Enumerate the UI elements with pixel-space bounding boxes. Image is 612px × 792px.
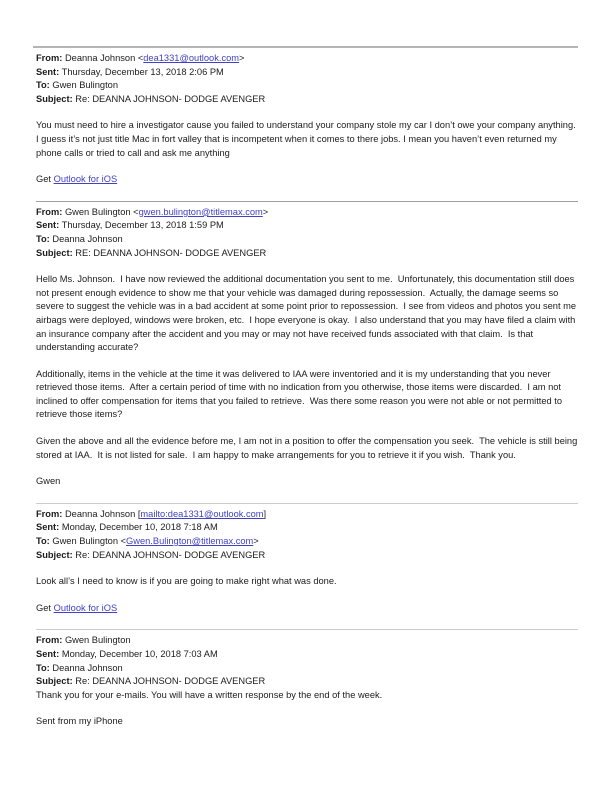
body-paragraph: Additionally, items in the vehicle at the time it was delivered to IAA were inventoried and it is my understanding that you never retrieved those items. After a certain period of time with no indication from you otherwise, those items were discarded. I am not inclined to offer compensation for items that you failed to retrieve. Was there some reason you were not able or not permitted to retrieve those items? [36, 368, 565, 420]
subject-label: Subject: [36, 676, 73, 687]
to-line [36, 535, 578, 549]
subject-line [36, 549, 578, 563]
signature: Gwen [36, 476, 61, 487]
email-header [36, 634, 578, 688]
to-label: To: [36, 536, 50, 547]
to-line [36, 79, 578, 93]
body-paragraph: Look all’s I need to know is if you are going to make right what was done. [36, 576, 337, 587]
sent-label: Sent: [36, 522, 60, 533]
email-message-4 [36, 634, 578, 729]
body-paragraph: Thank you for your e-mails. You will have a written response by the end of the week. [36, 689, 383, 700]
from-line [36, 206, 578, 220]
thread-divider [33, 46, 578, 48]
subject-line [36, 675, 578, 689]
from-name-suffix: > [239, 53, 245, 63]
to-label: To: [36, 662, 50, 673]
subject-line [36, 93, 578, 107]
to-email-link[interactable]: Gwen.Bulington@titlemax.com [126, 536, 254, 547]
sent-line [36, 521, 578, 535]
outlook-footer [36, 602, 578, 616]
to-name: Deanna Johnson [52, 662, 123, 673]
subject-label: Subject: [36, 247, 73, 258]
to-name-suffix: > [253, 536, 259, 547]
from-name-suffix: ] [263, 508, 267, 519]
subject-value: Re: DEANNA JOHNSON- DODGE AVENGER [75, 676, 266, 687]
from-name: Gwen Bulington [64, 635, 131, 646]
sent-label: Sent: [36, 220, 60, 231]
sent-value: Monday, December 10, 2018 7:18 AM [61, 522, 218, 533]
from-mailto-link[interactable]: mailto:dea1331@outlook.com [140, 508, 264, 519]
email-header [36, 206, 578, 260]
thread-divider [36, 503, 578, 504]
to-label: To: [36, 233, 50, 244]
signature: Sent from my iPhone [36, 716, 123, 727]
get-prefix: Get [36, 174, 51, 185]
to-name: Gwen Bulington < [52, 536, 127, 547]
sent-value: Monday, December 10, 2018 7:03 AM [61, 649, 218, 659]
from-email-link[interactable]: gwen.bulington@titlemax.com [138, 206, 263, 217]
from-name: Deanna Johnson < [64, 53, 144, 63]
email-message-3 [36, 508, 578, 616]
to-name: Gwen Bulington [52, 80, 118, 91]
body-paragraph: Hello Ms. Johnson. I have now reviewed the additional documentation you sent to me. Unfortunately, this documentation still does not present enough evidence to show me that your vehicle was damaged during repossession. Actually, the damage seems so severe to suggest the vehicle was in a bad accident at some point prior to repossession. I see from videos and photos you sent me airbags were deployed, windows were broken, etc. I hope everyone is okay. I also understand that you may have filed a claim with an insurance company after the accident and you may or may not have received funds associated with that claim. Is that understanding accurate? [36, 274, 579, 353]
thread-divider [36, 201, 578, 202]
to-label: To: [36, 80, 50, 91]
sent-value: Thursday, December 13, 2018 2:06 PM [61, 66, 224, 77]
from-email-link[interactable]: dea1331@outlook.com [143, 53, 240, 63]
sent-line [36, 648, 578, 662]
sent-line [36, 66, 578, 80]
get-prefix: Get [36, 602, 51, 613]
email-header [36, 52, 578, 106]
subject-line [36, 247, 578, 261]
subject-label: Subject: [36, 93, 73, 104]
thread-divider [36, 629, 578, 630]
subject-value: Re: DEANNA JOHNSON- DODGE AVENGER [75, 93, 266, 104]
outlook-footer [36, 173, 578, 187]
from-line [36, 508, 578, 522]
subject-label: Subject: [36, 549, 73, 560]
to-line [36, 662, 578, 676]
from-name: Gwen Bulington < [64, 206, 139, 217]
outlook-ios-link[interactable]: Outlook for iOS [53, 602, 118, 613]
to-name: Deanna Johnson [52, 233, 123, 244]
body-paragraph: Given the above and all the evidence before me, I am not in a position to offer the compensation you seek. The vehicle is still being stored at IAA. It is not listed for sale. I am happy to make arrangements for you to retrieve it if you wish. Thank you. [36, 436, 580, 460]
subject-value: Re: DEANNA JOHNSON- DODGE AVENGER [75, 549, 266, 560]
from-label: From: [36, 508, 63, 519]
subject-value: RE: DEANNA JOHNSON- DODGE AVENGER [75, 247, 267, 258]
sent-value: Thursday, December 13, 2018 1:59 PM [61, 220, 224, 231]
email-message-2 [36, 206, 578, 489]
sent-line [36, 219, 578, 233]
from-label: From: [36, 53, 63, 63]
to-line [36, 233, 578, 247]
from-label: From: [36, 635, 63, 646]
outlook-ios-link[interactable]: Outlook for iOS [53, 174, 118, 185]
sent-label: Sent: [36, 66, 60, 77]
email-message-1 [36, 52, 578, 187]
email-header [36, 508, 578, 562]
from-line [36, 52, 578, 66]
from-line [36, 634, 578, 648]
from-name-suffix: > [262, 206, 269, 217]
body-paragraph: You must need to hire a investigator cause you failed to understand your company stole my car I don’t owe your company anything. I guess it’s not just title Mac in fort valley that is incompetent when it comes to there jobs. I mean you haven’t even returned my phone calls or tried to call and ask me anything [36, 120, 579, 158]
sent-label: Sent: [36, 649, 60, 659]
from-name: Deanna Johnson [ [64, 508, 141, 519]
from-label: From: [36, 206, 63, 217]
